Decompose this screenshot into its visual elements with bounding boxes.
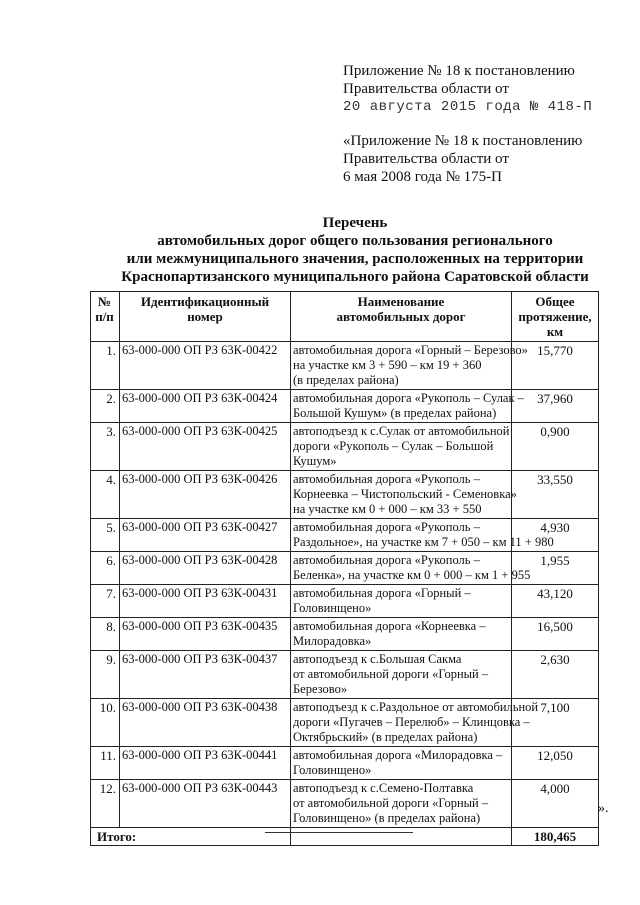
- road-id: 63-000-000 ОП РЗ 63К-00426: [120, 471, 291, 519]
- road-name-line: автомобильная дорога «Рукополь –: [293, 472, 480, 486]
- quoted-header-line-3: 6 мая 2008 года № 175-П: [343, 169, 502, 185]
- road-name-line: от автомобильной дороги «Горный –: [293, 667, 489, 681]
- header-num-line-1: №: [97, 294, 112, 309]
- road-name: [291, 747, 512, 780]
- road-length: 0,900: [512, 423, 599, 471]
- road-name: [291, 585, 512, 618]
- road-length: 4,930: [512, 519, 599, 552]
- title-line-4: Краснопартизанского муниципального района Саратовской области: [121, 269, 589, 285]
- header-name: [291, 292, 512, 342]
- table-header-row: [91, 292, 599, 342]
- road-length: 1,955: [512, 552, 599, 585]
- road-name-line: Раздольное», на участке км 7 + 050 – км 11 + 980: [293, 535, 554, 549]
- road-name-line: автомобильная дорога «Рукополь –: [293, 520, 480, 534]
- road-name-line: на участке км 0 + 000 – км 33 + 550: [293, 502, 482, 516]
- header-length: [512, 292, 599, 342]
- road-name-line: Кушум»: [293, 454, 337, 468]
- table-row: [91, 342, 599, 390]
- road-id: 63-000-000 ОП РЗ 63К-00428: [120, 552, 291, 585]
- road-length: 2,630: [512, 651, 599, 699]
- road-name-line: автомобильная дорога «Рукополь – Сулак –: [293, 391, 524, 405]
- road-name-line: на участке км 3 + 590 – км 19 + 360: [293, 358, 482, 372]
- row-number: 8.: [91, 618, 120, 651]
- table-body: [91, 342, 599, 828]
- total-spacer: [291, 828, 512, 846]
- table-row: [91, 651, 599, 699]
- road-name-line: дороги «Рукополь – Сулак – Большой: [293, 439, 494, 453]
- row-number: 12.: [91, 780, 120, 828]
- table-row: [91, 390, 599, 423]
- header-id: [120, 292, 291, 342]
- table-row: [91, 618, 599, 651]
- row-number: 10.: [91, 699, 120, 747]
- road-name: [291, 390, 524, 423]
- road-name-line: автомобильная дорога «Рукополь –: [293, 553, 480, 567]
- row-number: 5.: [91, 519, 120, 552]
- table-row: [91, 552, 599, 585]
- quoted-header: [343, 132, 633, 186]
- road-name: [291, 618, 512, 651]
- road-id: 63-000-000 ОП РЗ 63К-00427: [120, 519, 291, 552]
- total-label: Итого:: [91, 828, 291, 846]
- road-name: [291, 651, 512, 699]
- row-number: 1.: [91, 342, 120, 390]
- road-length: 37,960: [512, 390, 599, 423]
- road-length: 16,500: [512, 618, 599, 651]
- road-name-line: Головинщено»: [293, 763, 372, 777]
- road-length: 33,550: [512, 471, 599, 519]
- approval-stamp: 20 августа 2015 года № 418-П: [343, 99, 593, 115]
- road-name-line: автомобильная дорога «Горный –: [293, 586, 471, 600]
- table-row: [91, 471, 599, 519]
- road-name-line: Беленка», на участке км 0 + 000 – км 1 + 955: [293, 568, 531, 582]
- header-line-2: Правительства области от: [343, 81, 509, 97]
- closing-quote: ».: [598, 801, 609, 816]
- road-name-line: автоподъезд к с.Раздольное от автомобильной: [293, 700, 539, 714]
- row-number: 6.: [91, 552, 120, 585]
- header-name-line-1: Наименование: [357, 294, 445, 309]
- road-id: 63-000-000 ОП РЗ 63К-00441: [120, 747, 291, 780]
- road-id: 63-000-000 ОП РЗ 63К-00435: [120, 618, 291, 651]
- road-name-line: автоподъезд к с.Семено-Полтавка: [293, 781, 474, 795]
- header-length-line-3: км: [546, 324, 564, 339]
- road-name: [291, 342, 528, 390]
- road-name-line: автомобильная дорога «Корнеевка –: [293, 619, 486, 633]
- row-number: 11.: [91, 747, 120, 780]
- road-name: [291, 699, 539, 747]
- road-name-line: автоподъезд к с.Сулак от автомобильной: [293, 424, 510, 438]
- total-value: 180,465: [512, 828, 599, 846]
- road-name-line: дороги «Пугачев – Перелюб» – Клинцовка –: [293, 715, 530, 729]
- header-id-line-1: Идентификационный: [140, 294, 270, 309]
- road-length: 4,000: [512, 780, 599, 828]
- table-row: [91, 780, 599, 828]
- road-id: 63-000-000 ОП РЗ 63К-00438: [120, 699, 291, 747]
- road-id: 63-000-000 ОП РЗ 63К-00431: [120, 585, 291, 618]
- quoted-header-line-1: «Приложение № 18 к постановлению: [343, 133, 583, 149]
- road-name-line: Большой Кушум» (в пределах района): [293, 406, 497, 420]
- road-name-line: Милорадовка»: [293, 634, 372, 648]
- row-number: 2.: [91, 390, 120, 423]
- header-id-line-2: номер: [187, 309, 223, 324]
- road-length: 12,050: [512, 747, 599, 780]
- row-number: 3.: [91, 423, 120, 471]
- road-name: [291, 519, 554, 552]
- road-name-line: автомобильная дорога «Горный – Березово»: [293, 343, 528, 357]
- table-row: [91, 519, 599, 552]
- approval-header: [343, 62, 633, 116]
- document-title: [70, 214, 640, 286]
- road-name: [291, 780, 512, 828]
- header-num: [91, 292, 120, 342]
- road-name-line: от автомобильной дороги «Горный –: [293, 796, 489, 810]
- road-name: [291, 423, 512, 471]
- title-line-2: автомобильных дорог общего пользования регионального: [157, 233, 553, 249]
- table-row: [91, 699, 599, 747]
- total-row: [91, 828, 599, 846]
- road-name: [291, 471, 517, 519]
- road-id: 63-000-000 ОП РЗ 63К-00437: [120, 651, 291, 699]
- header-num-line-2: п/п: [95, 309, 114, 324]
- road-id: 63-000-000 ОП РЗ 63К-00422: [120, 342, 291, 390]
- header-line-1: Приложение № 18 к постановлению: [343, 63, 575, 79]
- road-name-line: Головинщено» (в пределах района): [293, 811, 481, 825]
- header-name-line-2: автомобильных дорог: [336, 309, 466, 324]
- table-row: [91, 747, 599, 780]
- road-name-line: (в пределах района): [293, 373, 399, 387]
- title-line-1: Перечень: [322, 215, 388, 231]
- road-length: 15,770: [512, 342, 599, 390]
- road-length: 7,100: [512, 699, 599, 747]
- footer-rule: [265, 832, 413, 833]
- road-name-line: Головинщено»: [293, 601, 372, 615]
- row-number: 4.: [91, 471, 120, 519]
- table-row: [91, 423, 599, 471]
- roads-table: [90, 291, 599, 846]
- road-id: 63-000-000 ОП РЗ 63К-00424: [120, 390, 291, 423]
- row-number: 9.: [91, 651, 120, 699]
- header-length-line-1: Общее: [535, 294, 575, 309]
- road-name-line: автомобильная дорога «Милорадовка –: [293, 748, 503, 762]
- road-name-line: Березово»: [293, 682, 348, 696]
- road-id: 63-000-000 ОП РЗ 63К-00443: [120, 780, 291, 828]
- road-length: 43,120: [512, 585, 599, 618]
- road-name-line: автоподъезд к с.Большая Сакма: [293, 652, 462, 666]
- road-name-line: Октябрьский» (в пределах района): [293, 730, 478, 744]
- row-number: 7.: [91, 585, 120, 618]
- header-length-line-2: протяжение,: [518, 309, 592, 324]
- road-name-line: Корнеевка – Чистопольский - Семеновка»: [293, 487, 517, 501]
- title-line-3: или межмуниципального значения, расположенных на территории: [126, 251, 584, 267]
- road-id: 63-000-000 ОП РЗ 63К-00425: [120, 423, 291, 471]
- table-row: [91, 585, 599, 618]
- quoted-header-line-2: Правительства области от: [343, 151, 509, 167]
- road-name: [291, 552, 531, 585]
